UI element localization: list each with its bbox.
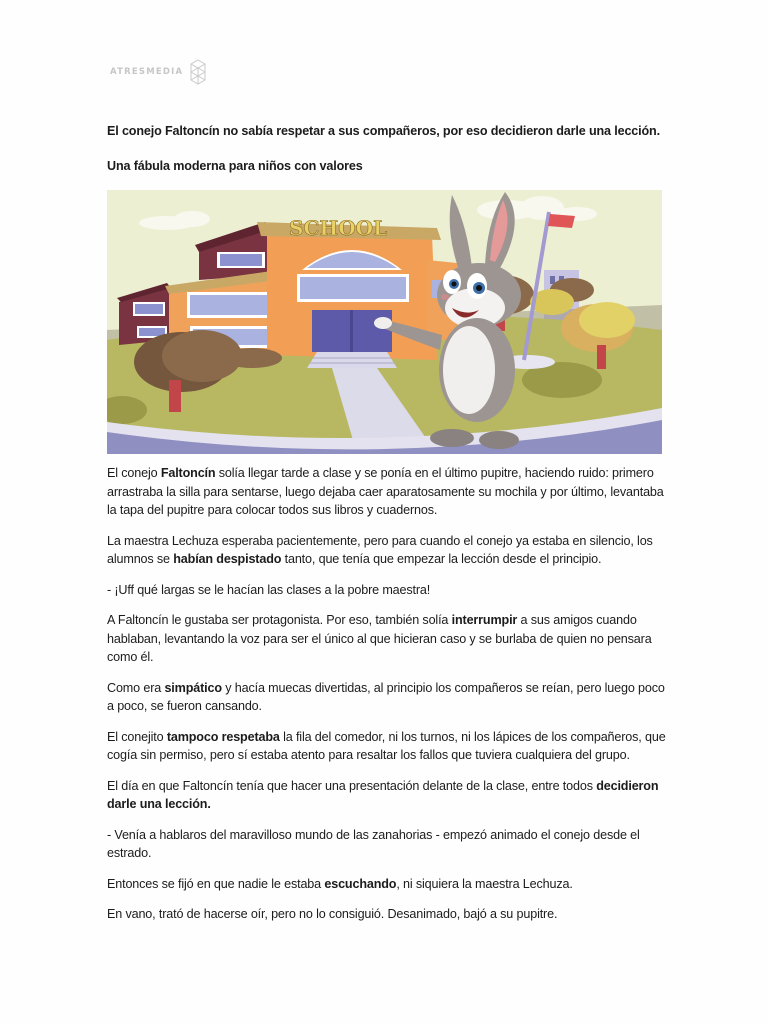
article-lead: El conejo Faltoncín no sabía respetar a sus compañeros, por eso decidieron darle una lección. [107, 124, 660, 138]
logo-text: ATRESMEDIA [110, 67, 184, 77]
paragraph-7: El día en que Faltoncín tenía que hacer una presentación delante de la clase, entre todos decidieron darle una lección. [107, 778, 659, 811]
paragraph-4: A Faltoncín le gustaba ser protagonista. Por eso, también solía interrumpir a sus amigos cuando hablaban, levantando la voz para ser el único al que hicieran caso y se burlaba de quien no pensara como él. [107, 613, 652, 664]
paragraph-8: - Venía a hablaros del maravilloso mundo de las zanahorias - empezó animado el conejo desde el estrado. [107, 827, 640, 860]
paragraph-10: En vano, trató de hacerse oír, pero no lo consiguió. Desanimado, bajó a su pupitre. [107, 907, 558, 921]
publisher-logo [110, 58, 209, 86]
article-subtitle: Una fábula moderna para niños con valores [107, 158, 363, 173]
school-rabbit-illustration [107, 190, 662, 454]
atresmedia-logo-icon [187, 59, 209, 85]
paragraph-1: El conejo Faltoncín solía llegar tarde a clase y se ponía en el último pupitre, haciendo ruido: primero arrastraba la silla para sentarse, luego dejaba caer aparatosamente su mochila y por último, levantaba la tapa del pupitre para colocar todos sus libros y cuadernos. [107, 466, 664, 517]
paragraph-3: - ¡Uff qué largas se le hacían las clases a la pobre maestra! [107, 582, 431, 597]
paragraph-5: Como era simpático y hacía muecas divertidas, al principio los compañeros se reían, pero luego poco a poco, se fueron cansando. [107, 680, 665, 713]
article-body [107, 122, 672, 936]
school-sign: SCHOOL [289, 216, 388, 240]
paragraph-6: El conejito tampoco respetaba la fila del comedor, ni los turnos, ni los lápices de los compañeros, que cogía sin permiso, pero sí estaba atento para resaltar los fallos que tuviera cualquiera del grupo. [107, 729, 666, 762]
paragraph-9: Entonces se fijó en que nadie le estaba escuchando, ni siquiera la maestra Lechuza. [107, 876, 573, 891]
paragraph-2: La maestra Lechuza esperaba pacientemente, pero para cuando el conejo ya estaba en silencio, los alumnos se habían despistado tanto, que tenía que empezar la lección desde el principio. [107, 533, 653, 566]
